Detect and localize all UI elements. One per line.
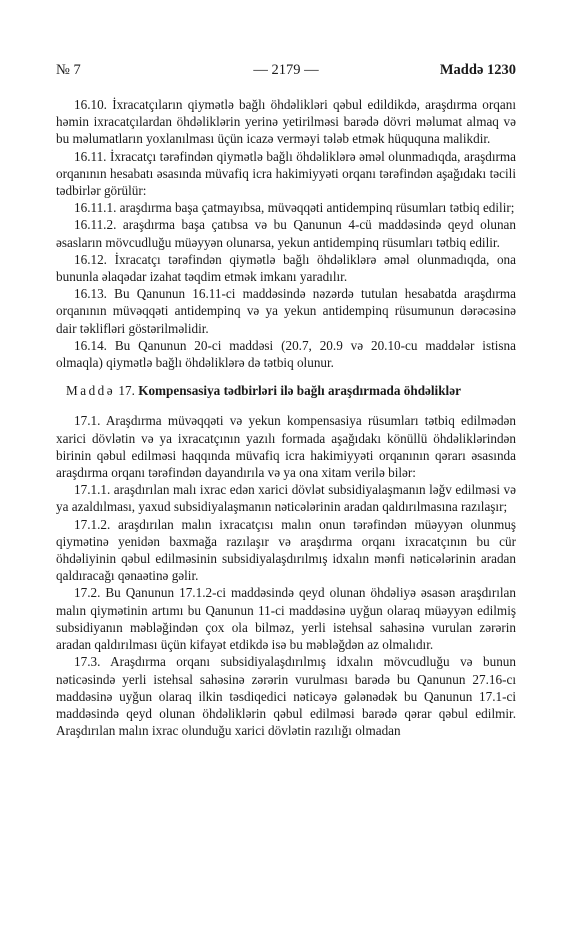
issue-number: № 7: [56, 62, 81, 78]
paragraph-16-11-1: 16.11.1. araşdırma başa çatmayıbsa, müvəqqəti antidempinq rüsumları tətbiq edilir;: [74, 200, 515, 216]
article-number: 17.: [118, 383, 135, 399]
paragraph-16-11: 16.11. İxracatçı tərəfindən qiymətlə bağlı öhdəliklərə əməl olunmadıqda, araşdırma orqanının hesabatı əsasında müvafiq icra hakimiyyəti orqanı tərəfindən aşağıdakı təcili tədbirlər görülür:: [56, 148, 516, 199]
article-label: Maddə: [66, 383, 116, 399]
paragraph-16-14: 16.14. Bu Qanunun 20-ci maddəsi (20.7, 20.9 və 20.10-cu maddələr istisna olmaqla) qiymətlə bağlı öhdəliklərə də tətbiq olunur.: [56, 337, 516, 371]
paragraph-17-2: 17.2. Bu Qanunun 17.1.2-ci maddəsində qeyd olunan öhdəliyə əsasən araşdırılan malın qiymətinin artımı bu Qanunun 11-ci maddəsinə uyğun olaraq müəyyən edilmiş subsidiyanın məbləğindən çox ola bilməz, yerli istehsal sahəsinə vurulan zərərin aradan qaldırılması üçün kifayət etdikdə isə bu məbləğdən az olmalıdır.: [56, 585, 516, 653]
page-number: — 2179 —: [253, 62, 319, 78]
paragraph-17-1: 17.1. Araşdırma müvəqqəti və yekun kompensasiya rüsumları tətbiq edilmədən xarici dövlətin və ya ixracatçının yazılı formada aşağıdakı könüllü öhdəliklərindən birinin qəbul edilməsi haqqında müvafiq icra hakimiyyəti orqanının qərarı əsasında araşdırma orqanı tərəfindən dayandırıla və ya ona xitam verilə bilər:: [56, 413, 516, 481]
article-title: Kompensasiya tədbirləri ilə bağlı araşdırmada öhdəliklər: [138, 383, 461, 399]
paragraph-16-13: 16.13. Bu Qanunun 16.11-ci maddəsində nəzərdə tutulan hesabatda araşdırma orqanının müvəqqəti antidempinq və ya yekun antidempinq rüsumunun dərəcəsinə dair təklifləri göstərilməlidir.: [56, 286, 516, 336]
page-body: [56, 96, 516, 739]
paragraph-17-3: 17.3. Araşdırma orqanı subsidiyalaşdırılmış idxalın mövcudluğu və bunun nəticəsində yerli istehsal sahəsinə zərərin vurulması barədə bu Qanunun 27.16-cı maddəsinə uyğun olaraq ilkin təsdiqedici nəticəyə gələnədək bu Qanunun 17.1-ci maddəsində qeyd olunan öhdəliklərin qəbul edilməsi barədə qərar qəbul edilmir. Araşdırılan malın ixrac olunduğu xarici dövlətin razılığı olmadan: [56, 654, 516, 739]
article-reference: Maddə 1230: [439, 62, 516, 78]
paragraph-16-10: 16.10. İxracatçıların qiymətlə bağlı öhdəlikləri qəbul edildikdə, araşdırma orqanı həmin ixracatçılardan öhdəliklərin yerinə yetirilməsi barədə dövri məlumat almaq və bu məlumatların yoxlanılması üçün icazə verməyi tələb etmək hüququna malikdir.: [56, 97, 516, 147]
paragraph-17-1-2: 17.1.2. araşdırılan malın ixracatçısı malın onun tərəfindən müəyyən olunmuş qiymətinə yenidən baxmağa razılaşır və araşdırma orqanı ixracatçının bu cür öhdəliyinin qəbul edilməsinin subsidiyalaşdırılmış idxalın mənfi nəticələrinin aradan qaldıracağı qənaətinə gəlir.: [56, 516, 516, 584]
paragraph-16-12: 16.12. İxracatçı tərəfindən qiymətlə bağlı öhdəliklərə əməl olunmadıqda, ona bununla əlaqədar izahat təqdim etmək imkanı yaradılır.: [56, 251, 516, 285]
paragraph-16-11-2: 16.11.2. araşdırma başa çatıbsa və bu Qanunun 4-cü maddəsində qeyd olunan əsasların mövcudluğu müəyyən olunarsa, yekun antidempinq rüsumları tətbiq edilir.: [56, 217, 516, 250]
page-header: [56, 62, 516, 80]
article-heading: [56, 382, 516, 399]
paragraph-17-1-1: 17.1.1. araşdırılan malı ixrac edən xarici dövlət subsidiyalaşmanın ləğv edilməsi və ya azaldılması, yaxud subsidiyalaşmanın nəticələrinin aradan qaldırılmasına razılaşır;: [56, 482, 516, 515]
